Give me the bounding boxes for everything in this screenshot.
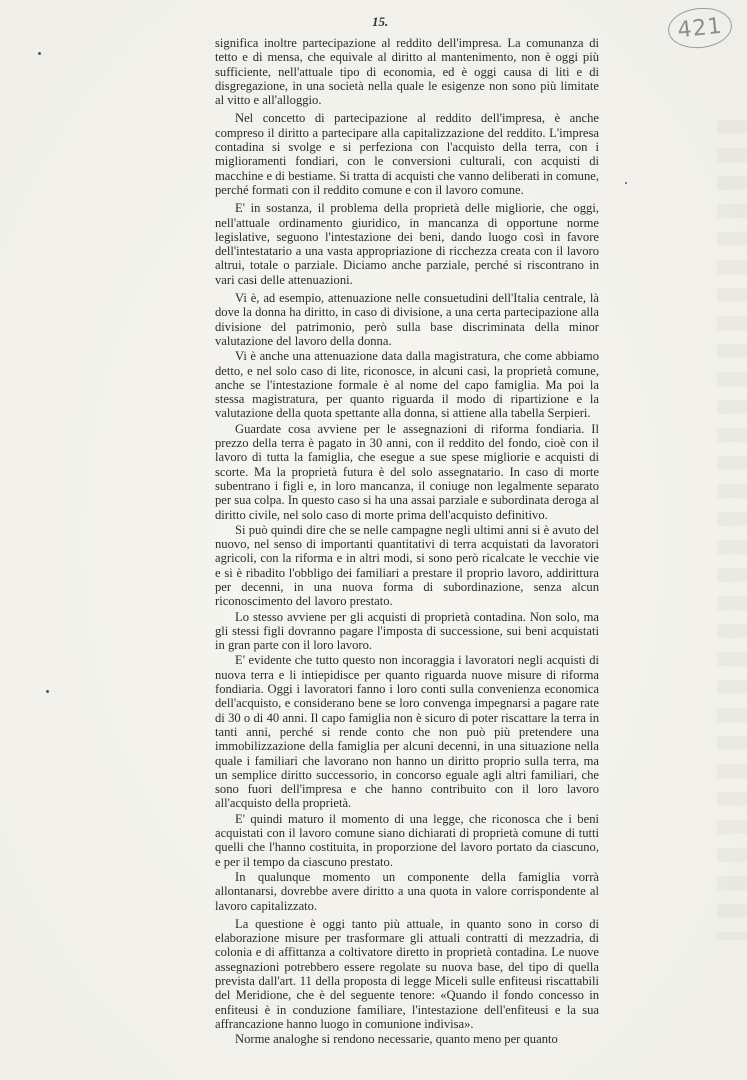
paragraph: Lo stesso avviene per gli acquisti di proprietà contadina. Non solo, ma gli stessi figli dovranno pagare l'imposta di successione, sui beni acquistati in gran parte con il loro lavoro. <box>215 609 599 653</box>
paragraph: E' quindi maturo il momento di una legge, che riconosca che i beni acquistati con il lavoro comune siano dichiarati di proprietà comune di tutti quelli che l'hanno costituita, in proporzione del lavoro portato da ciascuno, e per il tempo da ciascuno prestato. <box>215 811 599 869</box>
paragraph: Si può quindi dire che se nelle campagne negli ultimi anni si è avuto del nuovo, nel senso di importanti quantitativi di terra acquistati da lavoratori agricoli, con la riforma e in altri modi, si sono però ricalcate le vecchie vie e si è ribadito l'obbligo dei familiari a prestare il proprio lavoro, addirittura per decenni, in una nuova forma di subordinazione, senza alcun riconoscimento del lavoro prestato. <box>215 522 599 609</box>
bleed-through-shadow <box>717 120 747 940</box>
paragraph: In qualunque momento un componente della famiglia vorrà allontanarsi, dovrebbe avere diritto a una quota in valore corrispondente al lavoro capitalizzato. <box>215 869 599 913</box>
paragraph: Vi è, ad esempio, attenuazione nelle consuetudini dell'Italia centrale, là dove la donna ha diritto, in caso di divisione, a una certa partecipazione alla divisione del patrimonio, però sulla base discriminata della minor valutazione del lavoro della donna. <box>215 291 599 348</box>
paragraph: Norme analoghe si rendono necessarie, quanto meno per quanto <box>235 1032 558 1047</box>
paragraph: Nel concetto di partecipazione al reddito dell'impresa, è anche compreso il diritto a partecipare alla capitalizzazione del reddito. L'impresa contadina si svolge e si perfeziona con l'acquisto della terra, con i miglioramenti fondiari, con le conversioni culturali, con acquisti di macchine e di bestiame. Si tratta di acquisti che vanno deliberati in comune, perché formati con il reddito comune e con il lavoro comune. <box>215 111 599 197</box>
speck-mark <box>46 690 49 693</box>
paragraph: Vi è anche una attenuazione data dalla magistratura, che come abbiamo detto, e nel solo caso di lite, riconosce, in alcuni casi, la proprietà comune, anche se l'intestazione formale è al nome del capo famiglia. Ma poi la stessa magistratura, per quanto riguarda il modo di ripartizione e la valutazione della quota spettante alla donna, si attiene alla tabella Serpieri. <box>215 349 599 421</box>
speck-mark <box>625 182 627 184</box>
page-number: 15. <box>372 14 389 29</box>
body-text <box>215 36 599 1046</box>
archive-stamp: 421 <box>666 5 734 51</box>
paragraph: significa inoltre partecipazione al reddito dell'impresa. La comunanza di tetto e di mensa, che equivale al diritto al mantenimento, non è oggi più sufficiente, nell'attuale tipo di economia, ed è oggi causa di liti e di disgregazione, in una società nella quale le esigenze non sono più limitate al vitto e all'alloggio. <box>215 36 599 108</box>
paragraph: Guardate cosa avviene per le assegnazioni di riforma fondiaria. Il prezzo della terra è pagato in 30 anni, con il reddito del fondo, cioè con il lavoro di tutta la famiglia, che esegue a sue spese migliorie e acquisti di scorte. Ma la proprietà futura è del solo assegnatario. In caso di morte subentrano i figli e, in loro mancanza, il coniuge non legalmente separato per sua colpa. In questo caso si ha una assai parziale e subordinata deroga al diritto civile, nel solo caso di morte prima dell'acquisto definitivo. <box>215 421 599 522</box>
paragraph: E' in sostanza, il problema della proprietà delle migliorie, che oggi, nell'attuale ordinamento giuridico, in mancanza di opportune norme legislative, seguono l'intestazione dei beni, dando luogo così in favore dell'intestatario a una vasta appropriazione di ricchezza creata con il lavoro altrui, totale o parziale. Diciamo anche parziale, perché si riscontrano in vari casi delle attenuazioni. <box>215 201 599 287</box>
paragraph: E' evidente che tutto questo non incoraggia i lavoratori negli acquisti di nuova terra e li intiepidisce per quanto riguarda nuove misure di riforma fondiaria. Oggi i lavoratori fanno i loro conti sulla convenienza economica dell'acquisto, e considerano bene se loro convenga impegnarsi a pagare rate di 30 o di 40 anni. Il capo famiglia non è sicuro di poter riscattare la terra in tanti anni, perché si rende conto che non può più pretendere una immobilizzazione della famiglia per alcuni decenni, in una situazione nella quale i familiari che lavorano non hanno un diritto proprio sulla terra, ma un semplice diritto successorio, in concorso eguale agli altri familiari, che sono fuori dell'impresa e che hanno contribuito con il loro lavoro all'acquisto della proprietà. <box>215 653 599 811</box>
paragraph: La questione è oggi tanto più attuale, in quanto sono in corso di elaborazione misure per trasformare gli attuali contratti di mezzadria, di colonia e di affittanza a coltivatore diretto in proprietà contadina. Le nuove assegnazioni potrebbero essere regolate su nuova base, del tipo di quella prevista dall'art. 11 della proposta di legge Miceli sulle enfiteusi riscattabili del Meridione, che è del seguente tenore: «Quando il fondo concesso in enfiteusi è in conduzione familiare, l'intestazione dell'enfiteusi e la sua affrancazione hanno luogo in comunione indivisa». <box>215 916 599 1031</box>
speck-mark <box>38 52 41 55</box>
